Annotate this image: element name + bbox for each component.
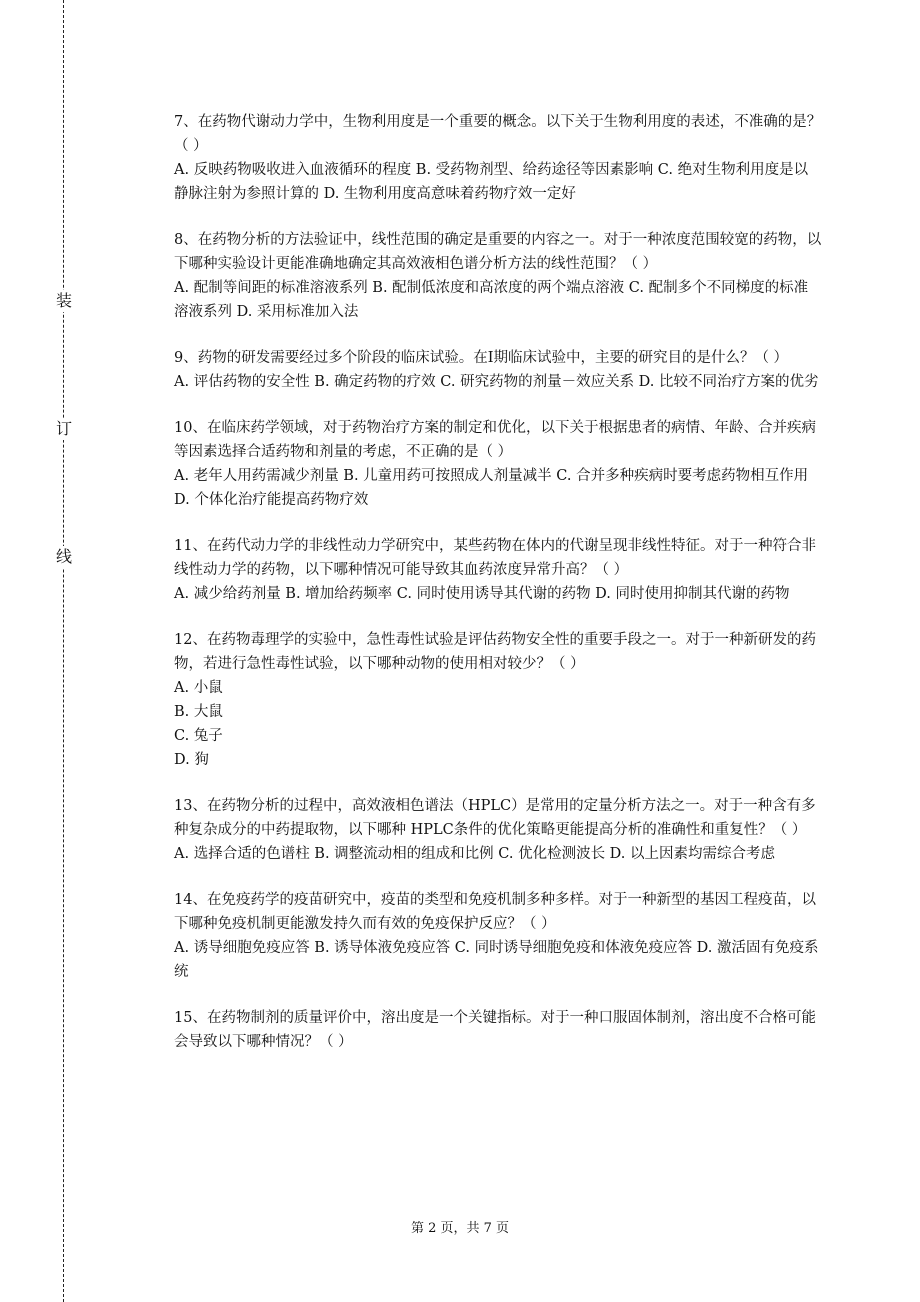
question-list bbox=[174, 110, 822, 1076]
question-options: A. 小鼠 bbox=[174, 680, 223, 696]
binding-char-xian: 线 bbox=[53, 546, 75, 568]
question-block bbox=[174, 1006, 822, 1054]
question-stem: 9、药物的研发需要经过多个阶段的临床试验。在Ⅰ期临床试验中，主要的研究目的是什么？（ ） bbox=[174, 350, 789, 366]
question-options: D. 狗 bbox=[174, 752, 209, 768]
question-options: A. 配制等间距的标准溶液系列 B. 配制低浓度和高浓度的两个端点溶液 C. 配制多个不同梯度的标准溶液系列 D. 采用标准加入法 bbox=[174, 280, 809, 320]
question-stem: 10、在临床药学领域，对于药物治疗方案的制定和优化，以下关于根据患者的病情、年龄、合并疾病等因素选择合适药物和剂量的考虑，不正确的是（ ） bbox=[174, 420, 816, 460]
question-options: A. 反映药物吸收进入血液循环的程度 B. 受药物剂型、给药途径等因素影响 C. 绝对生物利用度是以静脉注射为参照计算的 D. 生物利用度高意味着药物疗效一定好 bbox=[174, 162, 809, 202]
binding-char-ding: 订 bbox=[53, 418, 75, 440]
question-block bbox=[174, 534, 822, 606]
question-stem: 7、在药物代谢动力学中，生物利用度是一个重要的概念。以下关于生物利用度的表述，不准确的是？（ ） bbox=[174, 114, 822, 154]
question-stem: 11、在药代动力学的非线性动力学研究中，某些药物在体内的代谢呈现非线性特征。对于一种符合非线性动力学的药物，以下哪种情况可能导致其血药浓度异常升高？（ ） bbox=[174, 538, 816, 578]
question-stem: 12、在药物毒理学的实验中，急性毒性试验是评估药物安全性的重要手段之一。对于一种新研发的药物，若进行急性毒性试验，以下哪种动物的使用相对较少？（ ） bbox=[174, 632, 816, 672]
binding-dashed-line bbox=[63, 0, 64, 1302]
question-stem: 15、在药物制剂的质量评价中，溶出度是一个关键指标。对于一种口服固体制剂，溶出度不合格可能会导致以下哪种情况？（ ） bbox=[174, 1010, 816, 1050]
question-stem: 8、在药物分析的方法验证中，线性范围的确定是重要的内容之一。对于一种浓度范围较宽的药物，以下哪种实验设计更能准确地确定其高效液相色谱分析方法的线性范围？（ ） bbox=[174, 232, 822, 272]
question-options: A. 评估药物的安全性 B. 确定药物的疗效 C. 研究药物的剂量－效应关系 D. 比较不同治疗方案的优劣 bbox=[174, 374, 819, 390]
question-options: A. 老年人用药需减少剂量 B. 儿童用药可按照成人剂量减半 C. 合并多种疾病时要考虑药物相互作用 D. 个体化治疗能提高药物疗效 bbox=[174, 468, 809, 508]
page-number: 第 2 页，共 7 页 bbox=[410, 1221, 510, 1236]
question-block bbox=[174, 416, 822, 512]
question-block bbox=[174, 228, 822, 324]
binding-char-zhuang: 装 bbox=[53, 290, 75, 312]
question-block bbox=[174, 628, 822, 772]
question-block bbox=[174, 346, 822, 394]
question-block bbox=[174, 110, 822, 206]
question-block bbox=[174, 888, 822, 984]
question-options: A. 减少给药剂量 B. 增加给药频率 C. 同时使用诱导其代谢的药物 D. 同时使用抑制其代谢的药物 bbox=[174, 586, 790, 602]
question-options: C. 兔子 bbox=[174, 728, 223, 744]
question-options: B. 大鼠 bbox=[174, 704, 223, 720]
question-stem: 13、在药物分析的过程中，高效液相色谱法（HPLC）是常用的定量分析方法之一。对于一种含有多种复杂成分的中药提取物，以下哪种 HPLC条件的优化策略更能提高分析的准确性和重复性？（ ） bbox=[174, 798, 816, 838]
question-options: A. 选择合适的色谱柱 B. 调整流动相的组成和比例 C. 优化检测波长 D. 以上因素均需综合考虑 bbox=[174, 846, 776, 862]
question-options: A. 诱导细胞免疫应答 B. 诱导体液免疫应答 C. 同时诱导细胞免疫和体液免疫应答 D. 激活固有免疫系统 bbox=[174, 940, 819, 980]
question-block bbox=[174, 794, 822, 866]
question-stem: 14、在免疫药学的疫苗研究中，疫苗的类型和免疫机制多种多样。对于一种新型的基因工程疫苗，以下哪种免疫机制更能激发持久而有效的免疫保护反应？（ ） bbox=[174, 892, 816, 932]
